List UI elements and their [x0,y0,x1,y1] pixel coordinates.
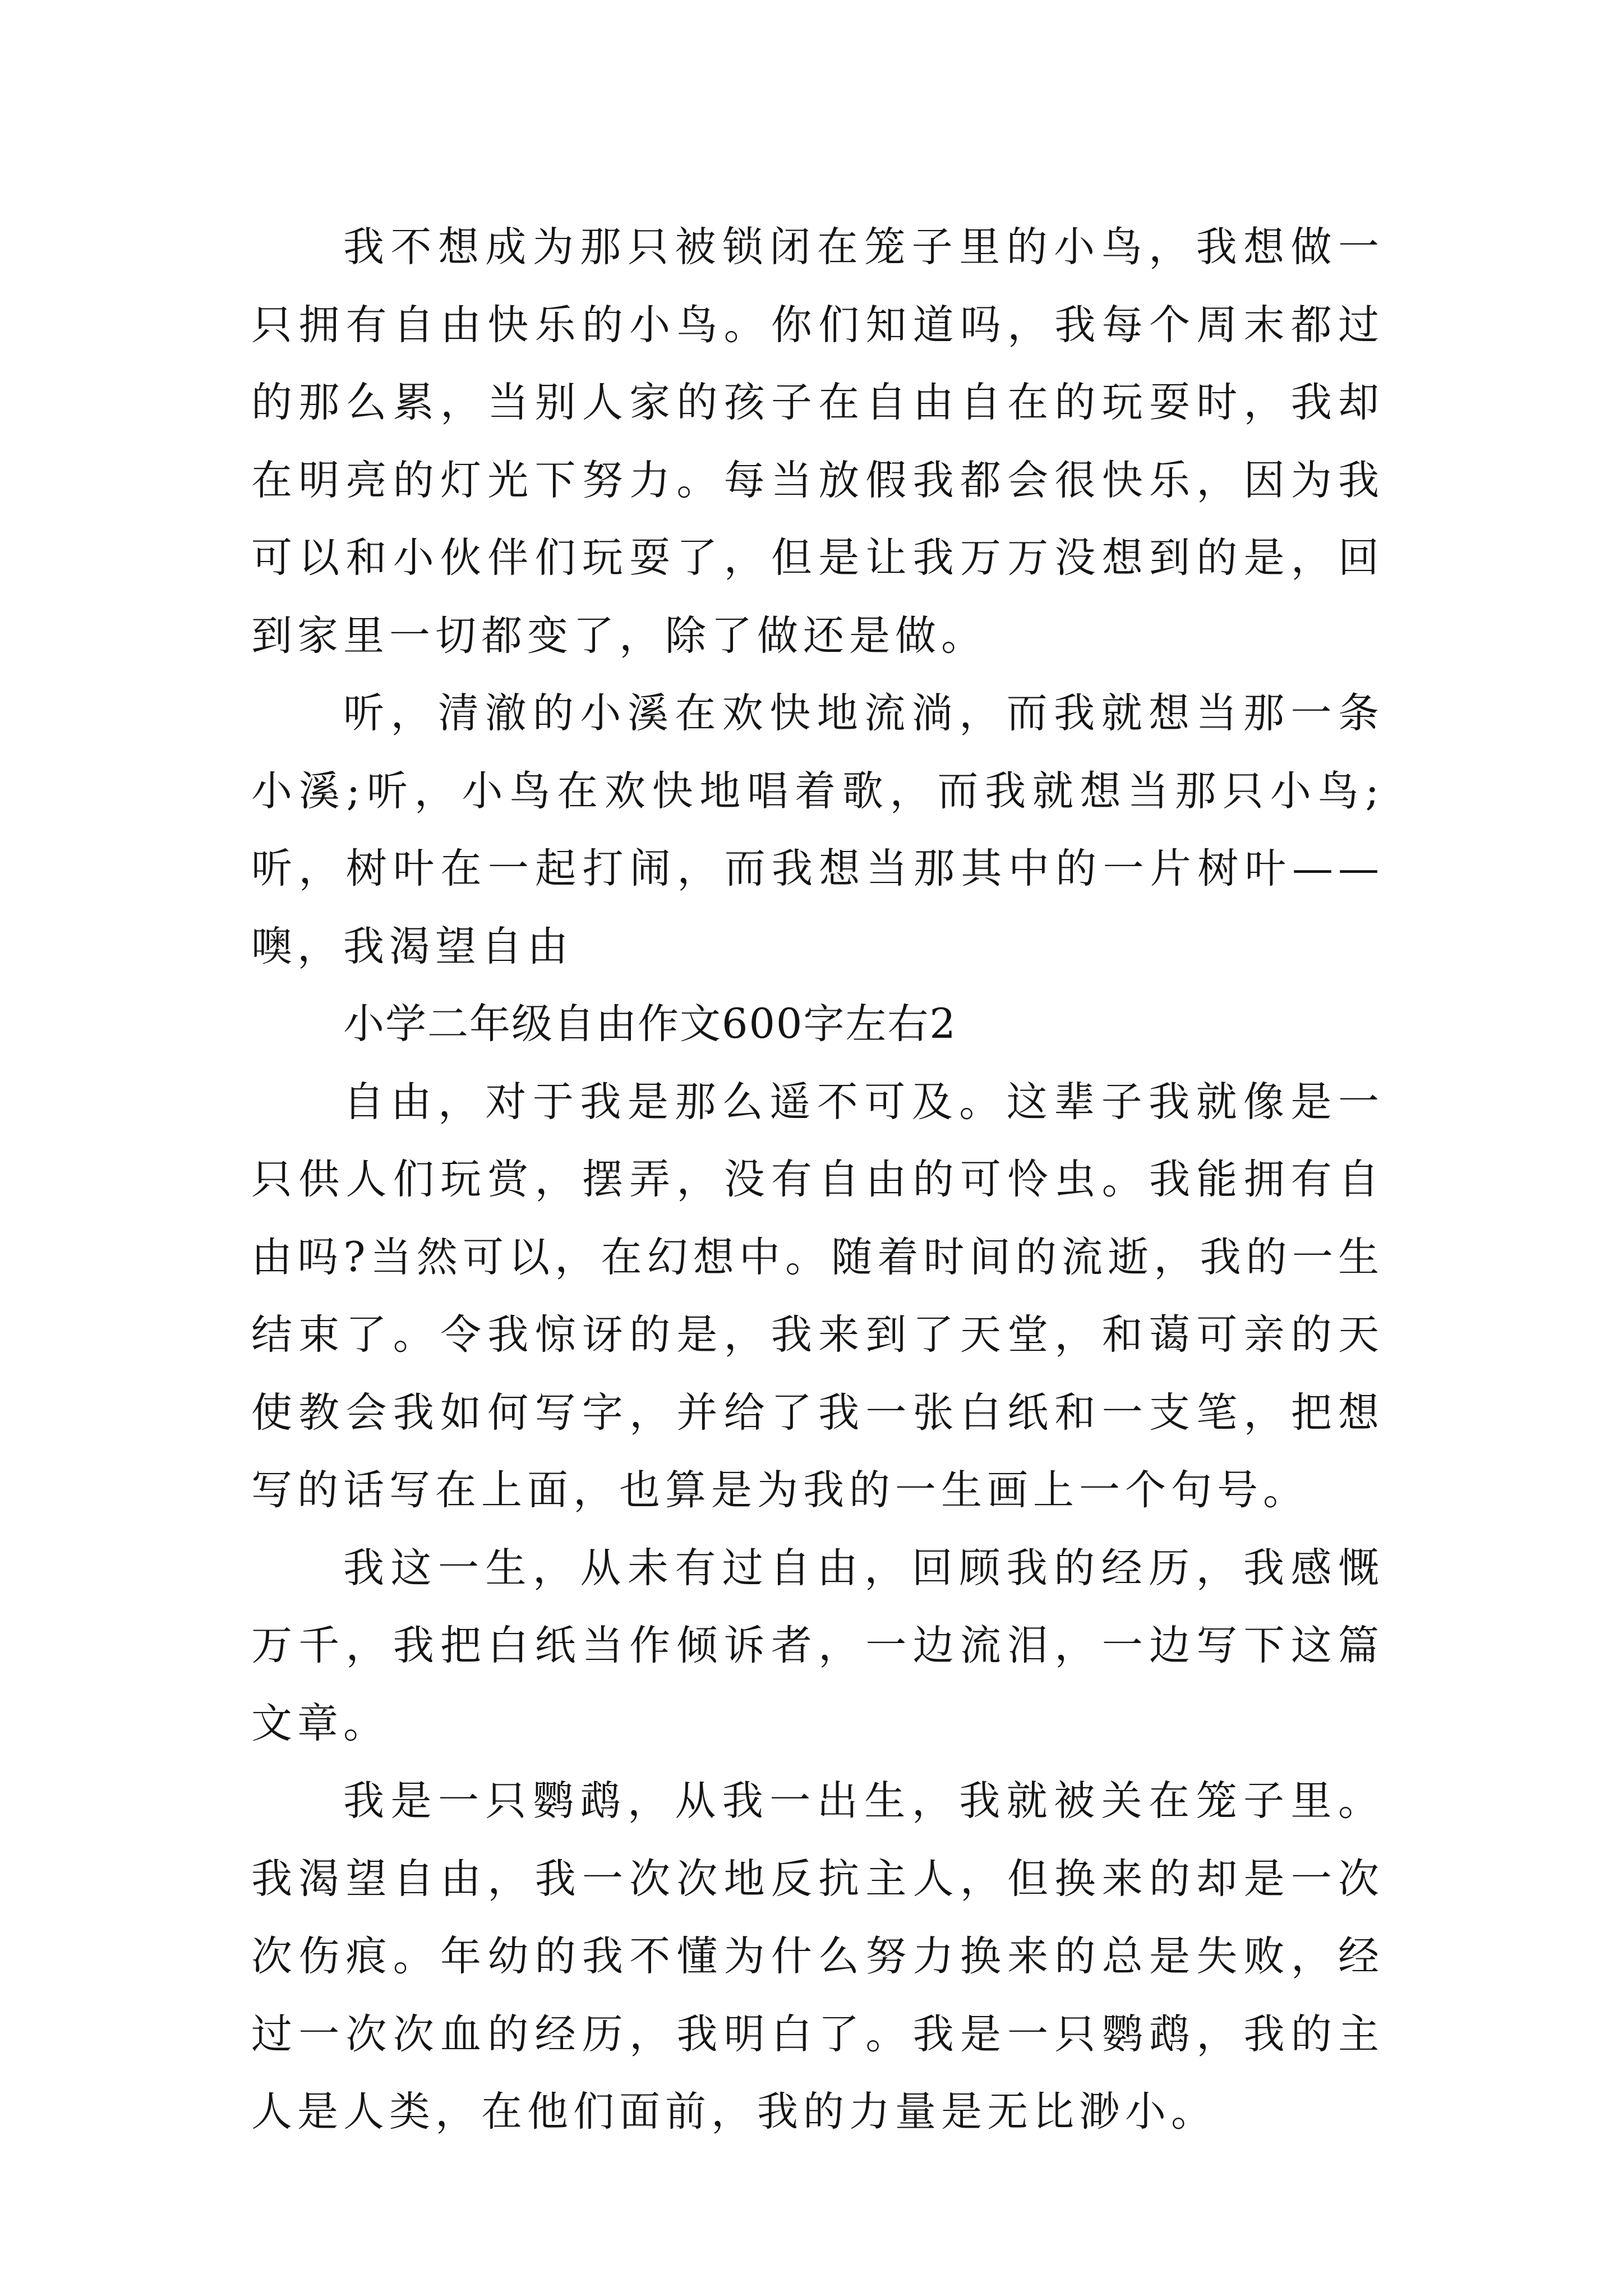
paragraph-2: 听，清澈的小溪在欢快地流淌，而我就想当那一条小溪;听，小鸟在欢快地唱着歌，而我就想当那只小鸟;听，树叶在一起打闹，而我想当那其中的一片树叶——噢，我渴望自由 [251,689,1384,970]
paragraph-1: 我不想成为那只被锁闭在笼子里的小鸟，我想做一只拥有自由快乐的小鸟。你们知道吗，我每个周末都过的那么累，当别人家的孩子在自由自在的玩耍时，我却在明亮的灯光下努力。每当放假我都会很快乐，因为我可以和小伙伴们玩耍了，但是让我万万没想到的是，回到家里一切都变了，除了做还是做。 [251,223,1384,660]
paragraph-5: 我是一只鹦鹉，从我一出生，我就被关在笼子里。我渴望自由，我一次次地反抗主人，但换来的却是一次次伤痕。年幼的我不懂为什么努力换来的总是失败，经过一次次血的经历，我明白了。我是一只鹦鹉，我的主人是人类，在他们面前，我的力量是无比渺小。 [251,1777,1384,2136]
paragraph-4: 我这一生，从未有过自由，回顾我的经历，我感慨万千，我把白纸当作倾诉者，一边流泪，一边写下这篇文章。 [251,1544,1384,1747]
section-heading: 小学二年级自由作文600字左右2 [343,1000,957,1048]
document-body [251,209,1384,2151]
paragraph-3: 自由，对于我是那么遥不可及。这辈子我就像是一只供人们玩赏，摆弄，没有自由的可怜虫。我能拥有自由吗?当然可以，在幻想中。随着时间的流逝，我的一生结束了。令我惊讶的是，我来到了天堂，和蔼可亲的天使教会我如何写字，并给了我一张白纸和一支笔，把想写的话写在上面，也算是为我的一生画上一个句号。 [251,1078,1384,1514]
